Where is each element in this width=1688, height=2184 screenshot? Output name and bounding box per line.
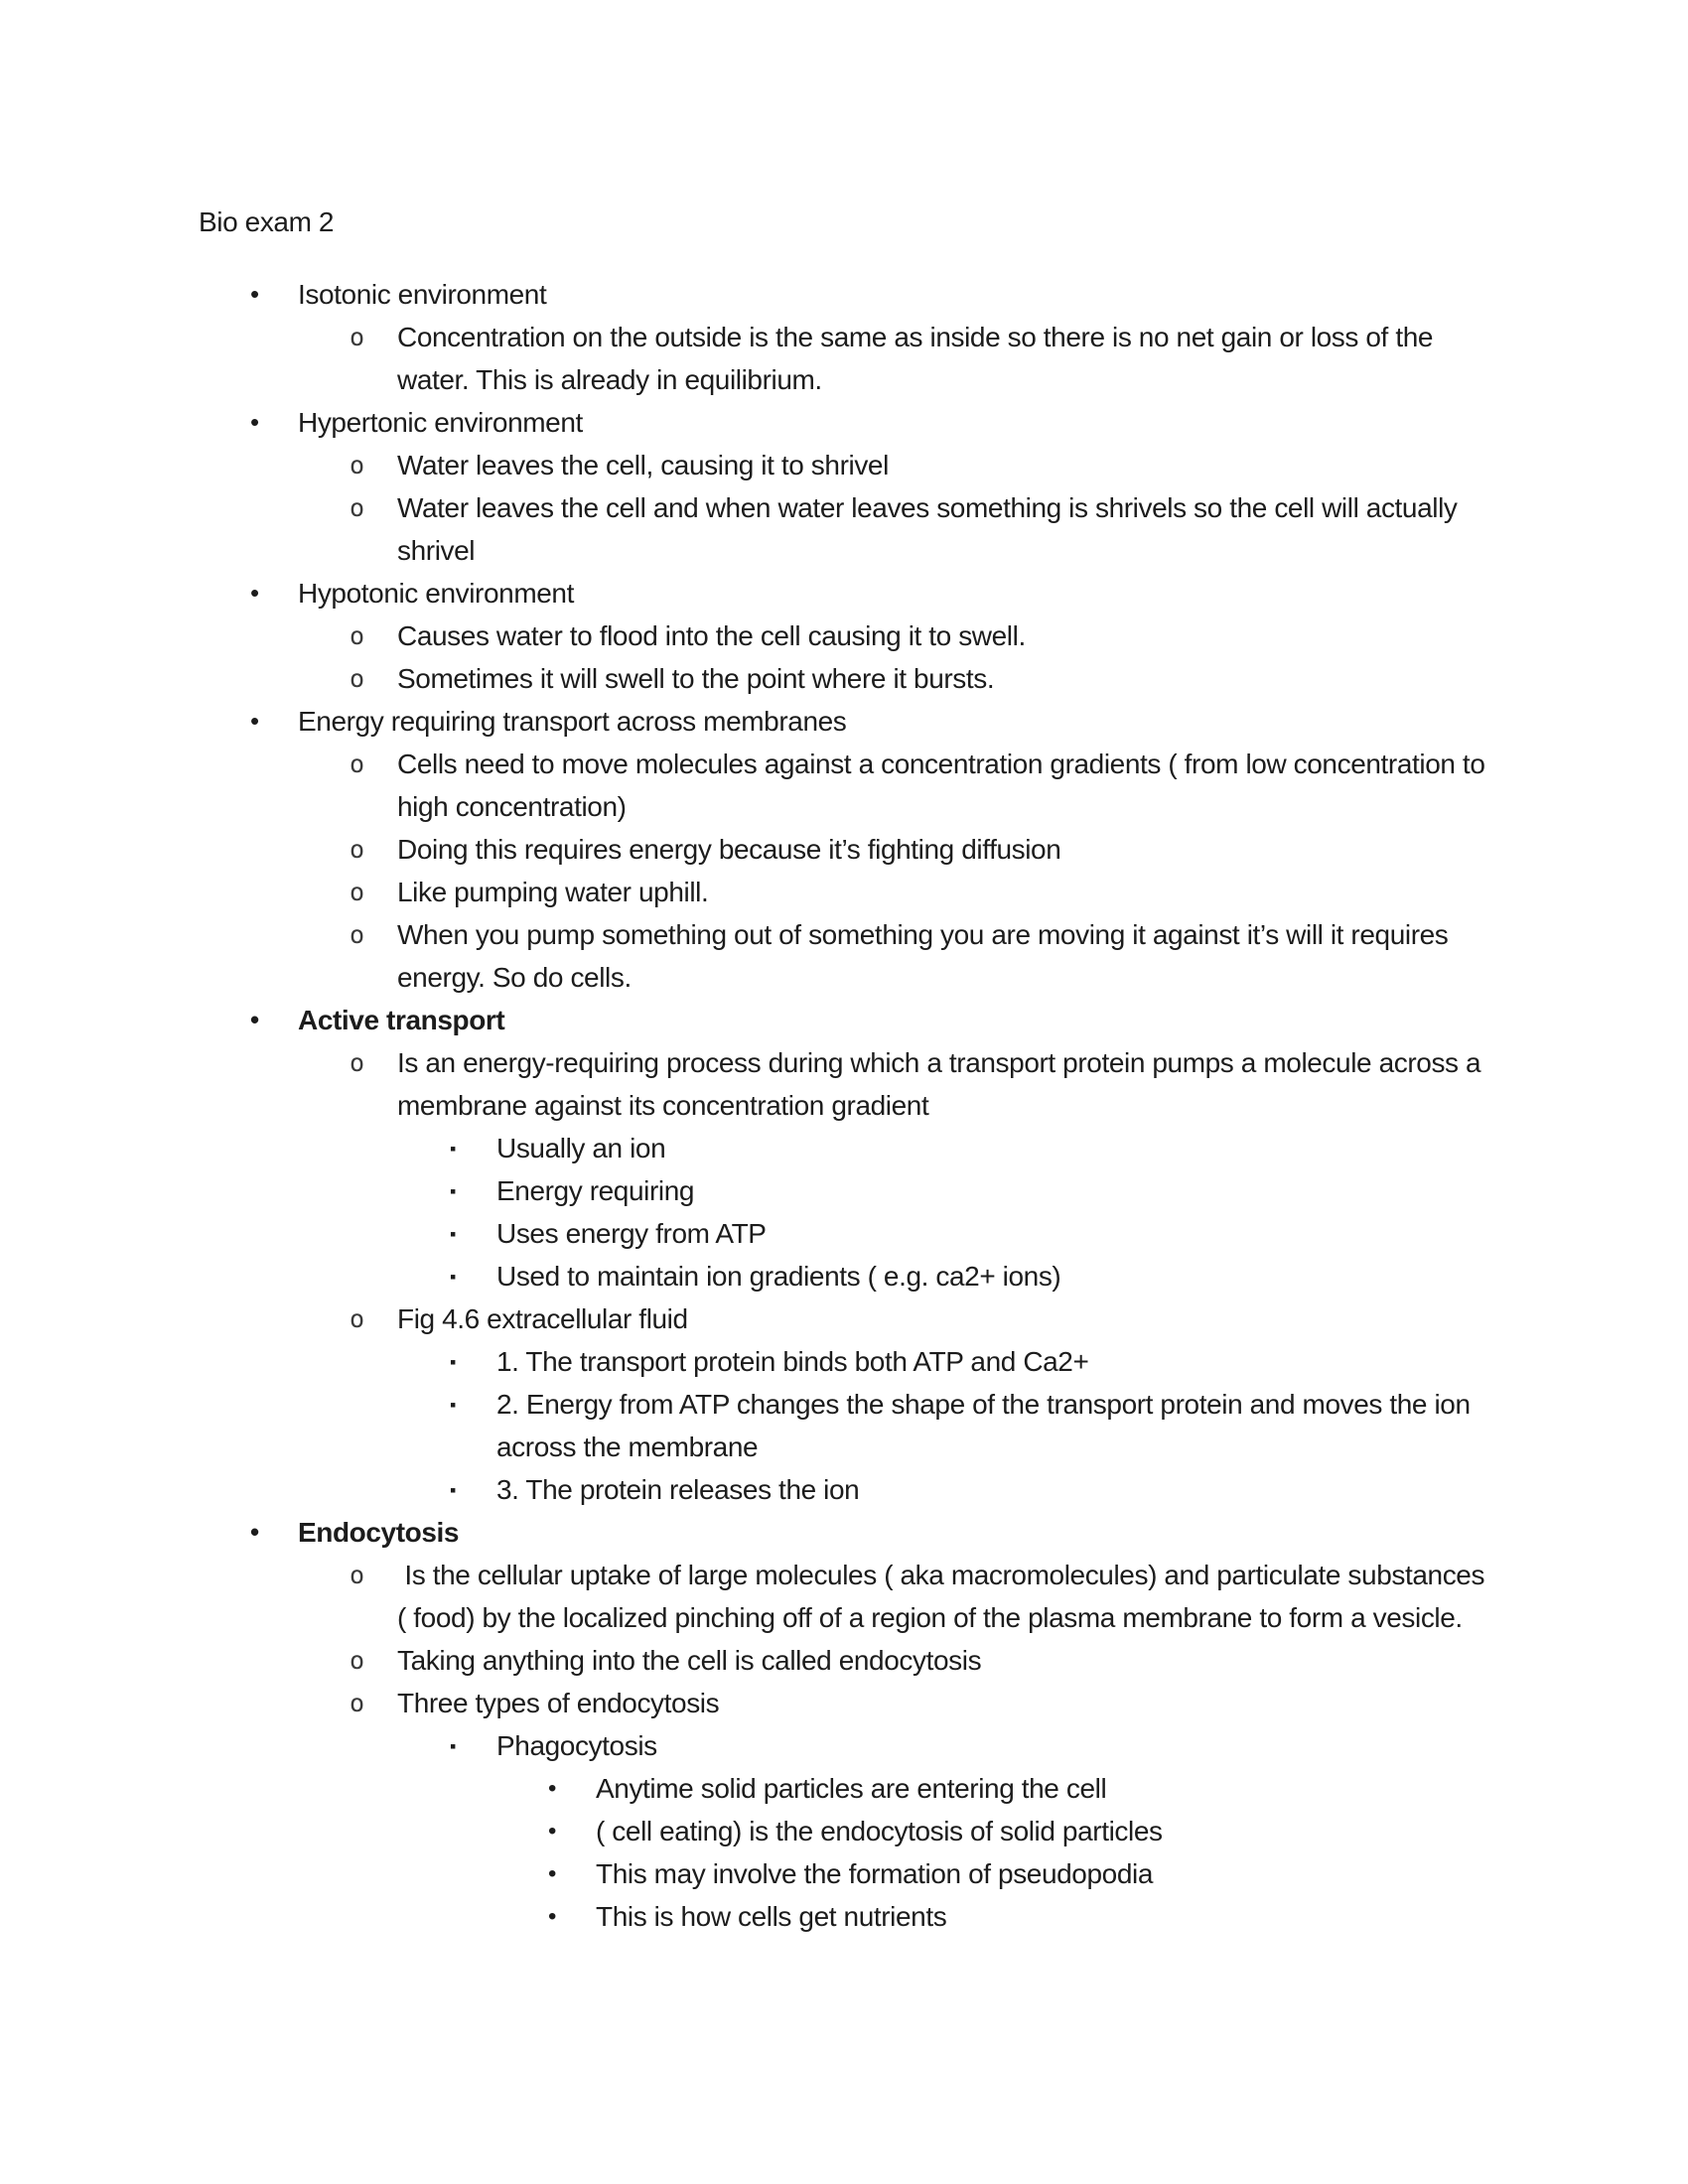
list-item-text: Fig 4.6 extracellular fluid xyxy=(397,1303,688,1334)
list-item-text: Hypotonic environment xyxy=(298,578,574,609)
list-item xyxy=(199,1639,1489,1682)
list-item-text: Anytime solid particles are entering the cell xyxy=(596,1773,1107,1804)
list-item-text: Is an energy-requiring process during which a transport protein pumps a molecule across a membrane against its concentration gradient xyxy=(397,1047,1488,1121)
list-item xyxy=(199,700,1489,743)
list-item xyxy=(199,1767,1489,1810)
bullet-icon: • xyxy=(548,1860,557,1887)
bullet-icon: o xyxy=(350,621,364,650)
list-item-text: Used to maintain ion gradients ( e.g. ca2+ ions) xyxy=(496,1261,1061,1292)
list-item xyxy=(199,572,1489,614)
bullet-icon: o xyxy=(350,1646,364,1675)
bullet-icon: o xyxy=(350,878,364,906)
bullet-icon: ▪ xyxy=(450,1736,456,1756)
list-item xyxy=(199,1810,1489,1852)
list-item xyxy=(199,1383,1489,1468)
list-item xyxy=(199,999,1489,1041)
list-item-text: When you pump something out of something you are moving it against it’s will it requires energy. So do cells. xyxy=(397,919,1456,993)
list-item-text: Doing this requires energy because it’s fighting diffusion xyxy=(397,834,1061,865)
list-item xyxy=(199,1468,1489,1511)
list-item xyxy=(199,401,1489,444)
list-item xyxy=(199,657,1489,700)
list-item xyxy=(199,828,1489,871)
bullet-icon: • xyxy=(250,1005,259,1034)
bullet-icon: ▪ xyxy=(450,1181,456,1201)
bullet-icon: • xyxy=(548,1818,557,1844)
list-item xyxy=(199,1724,1489,1767)
list-item xyxy=(199,1895,1489,1938)
list-item-text: Concentration on the outside is the same as inside so there is no net gain or loss of the water. This is already in equilibrium. xyxy=(397,322,1441,395)
list-item-text: Like pumping water uphill. xyxy=(397,877,709,907)
list-item-text: Active transport xyxy=(298,1005,505,1035)
list-item-text: 1. The transport protein binds both ATP and Ca2+ xyxy=(496,1346,1089,1377)
bullet-icon: • xyxy=(250,578,259,608)
list-item xyxy=(199,1554,1492,1639)
list-item xyxy=(199,1127,1489,1169)
list-item-text: Causes water to flood into the cell causing it to swell. xyxy=(397,620,1026,651)
list-item xyxy=(199,1041,1489,1127)
list-item-text: This may involve the formation of pseudopodia xyxy=(596,1858,1153,1889)
bullet-icon: o xyxy=(350,750,364,778)
bullet-icon: • xyxy=(250,279,259,309)
list-item-text: ( cell eating) is the endocytosis of solid particles xyxy=(596,1816,1163,1846)
list-item-text: Cells need to move molecules against a concentration gradients ( from low concentration to high concentration) xyxy=(397,749,1492,822)
bullet-icon: • xyxy=(548,1775,557,1802)
list-item-text: Is the cellular uptake of large molecules ( aka macromolecules) and particulate substances ( food) by the localized pinching off of a region of the plasma membrane to form a vesicle. xyxy=(397,1560,1492,1633)
list-item-text: Water leaves the cell, causing it to shrivel xyxy=(397,450,889,480)
list-item xyxy=(199,871,1489,913)
list-item xyxy=(199,1340,1489,1383)
list-item-text: Endocytosis xyxy=(298,1517,460,1548)
list-item xyxy=(199,273,1489,316)
bullet-icon: • xyxy=(250,706,259,736)
list-item-text: Hypertonic environment xyxy=(298,407,583,438)
list-item-text: Three types of endocytosis xyxy=(397,1688,720,1718)
bullet-icon: ▪ xyxy=(450,1352,456,1372)
bullet-icon: • xyxy=(250,407,259,437)
list-item xyxy=(199,743,1492,828)
bullet-icon: • xyxy=(250,1517,259,1547)
list-item xyxy=(199,1212,1489,1255)
list-item-text: Isotonic environment xyxy=(298,279,547,310)
bullet-icon: o xyxy=(350,1048,364,1077)
list-item-text: 2. Energy from ATP changes the shape of the transport protein and moves the ion across the membrane xyxy=(496,1389,1478,1462)
bullet-icon: • xyxy=(548,1903,557,1930)
bullet-icon: o xyxy=(350,451,364,479)
list-item-text: Energy requiring transport across membranes xyxy=(298,706,847,737)
bullet-icon: ▪ xyxy=(450,1139,456,1159)
bullet-icon: o xyxy=(350,1304,364,1333)
list-item xyxy=(199,316,1489,401)
notes-list xyxy=(199,273,1492,1938)
list-item-text: Sometimes it will swell to the point where it bursts. xyxy=(397,663,995,694)
bullet-icon: o xyxy=(350,1561,364,1589)
list-item-text: Energy requiring xyxy=(496,1175,695,1206)
list-item-text: 3. The protein releases the ion xyxy=(496,1474,860,1505)
list-item xyxy=(199,614,1489,657)
list-item xyxy=(199,1682,1489,1724)
list-item xyxy=(199,913,1489,999)
bullet-icon: o xyxy=(350,323,364,351)
bullet-icon: o xyxy=(350,835,364,864)
bullet-icon: o xyxy=(350,493,364,522)
list-item-text: Taking anything into the cell is called endocytosis xyxy=(397,1645,982,1676)
bullet-icon: o xyxy=(350,664,364,693)
page-title: Bio exam 2 xyxy=(199,206,335,237)
bullet-icon: ▪ xyxy=(450,1267,456,1287)
list-item xyxy=(199,1511,1489,1554)
list-item xyxy=(199,1297,1489,1340)
list-item-text: Usually an ion xyxy=(496,1133,666,1163)
bullet-icon: ▪ xyxy=(450,1224,456,1244)
bullet-icon: ▪ xyxy=(450,1480,456,1500)
list-item-text: Phagocytosis xyxy=(496,1730,657,1761)
list-item xyxy=(199,1852,1489,1895)
list-item xyxy=(199,1255,1489,1297)
list-item xyxy=(199,1169,1489,1212)
list-item-text: This is how cells get nutrients xyxy=(596,1901,947,1932)
bullet-icon: o xyxy=(350,1689,364,1717)
list-item xyxy=(199,486,1489,572)
list-item xyxy=(199,444,1489,486)
bullet-icon: ▪ xyxy=(450,1395,456,1415)
list-item-text: Uses energy from ATP xyxy=(496,1218,767,1249)
list-item-text: Water leaves the cell and when water leaves something is shrivels so the cell will actually shrivel xyxy=(397,492,1465,566)
bullet-icon: o xyxy=(350,920,364,949)
